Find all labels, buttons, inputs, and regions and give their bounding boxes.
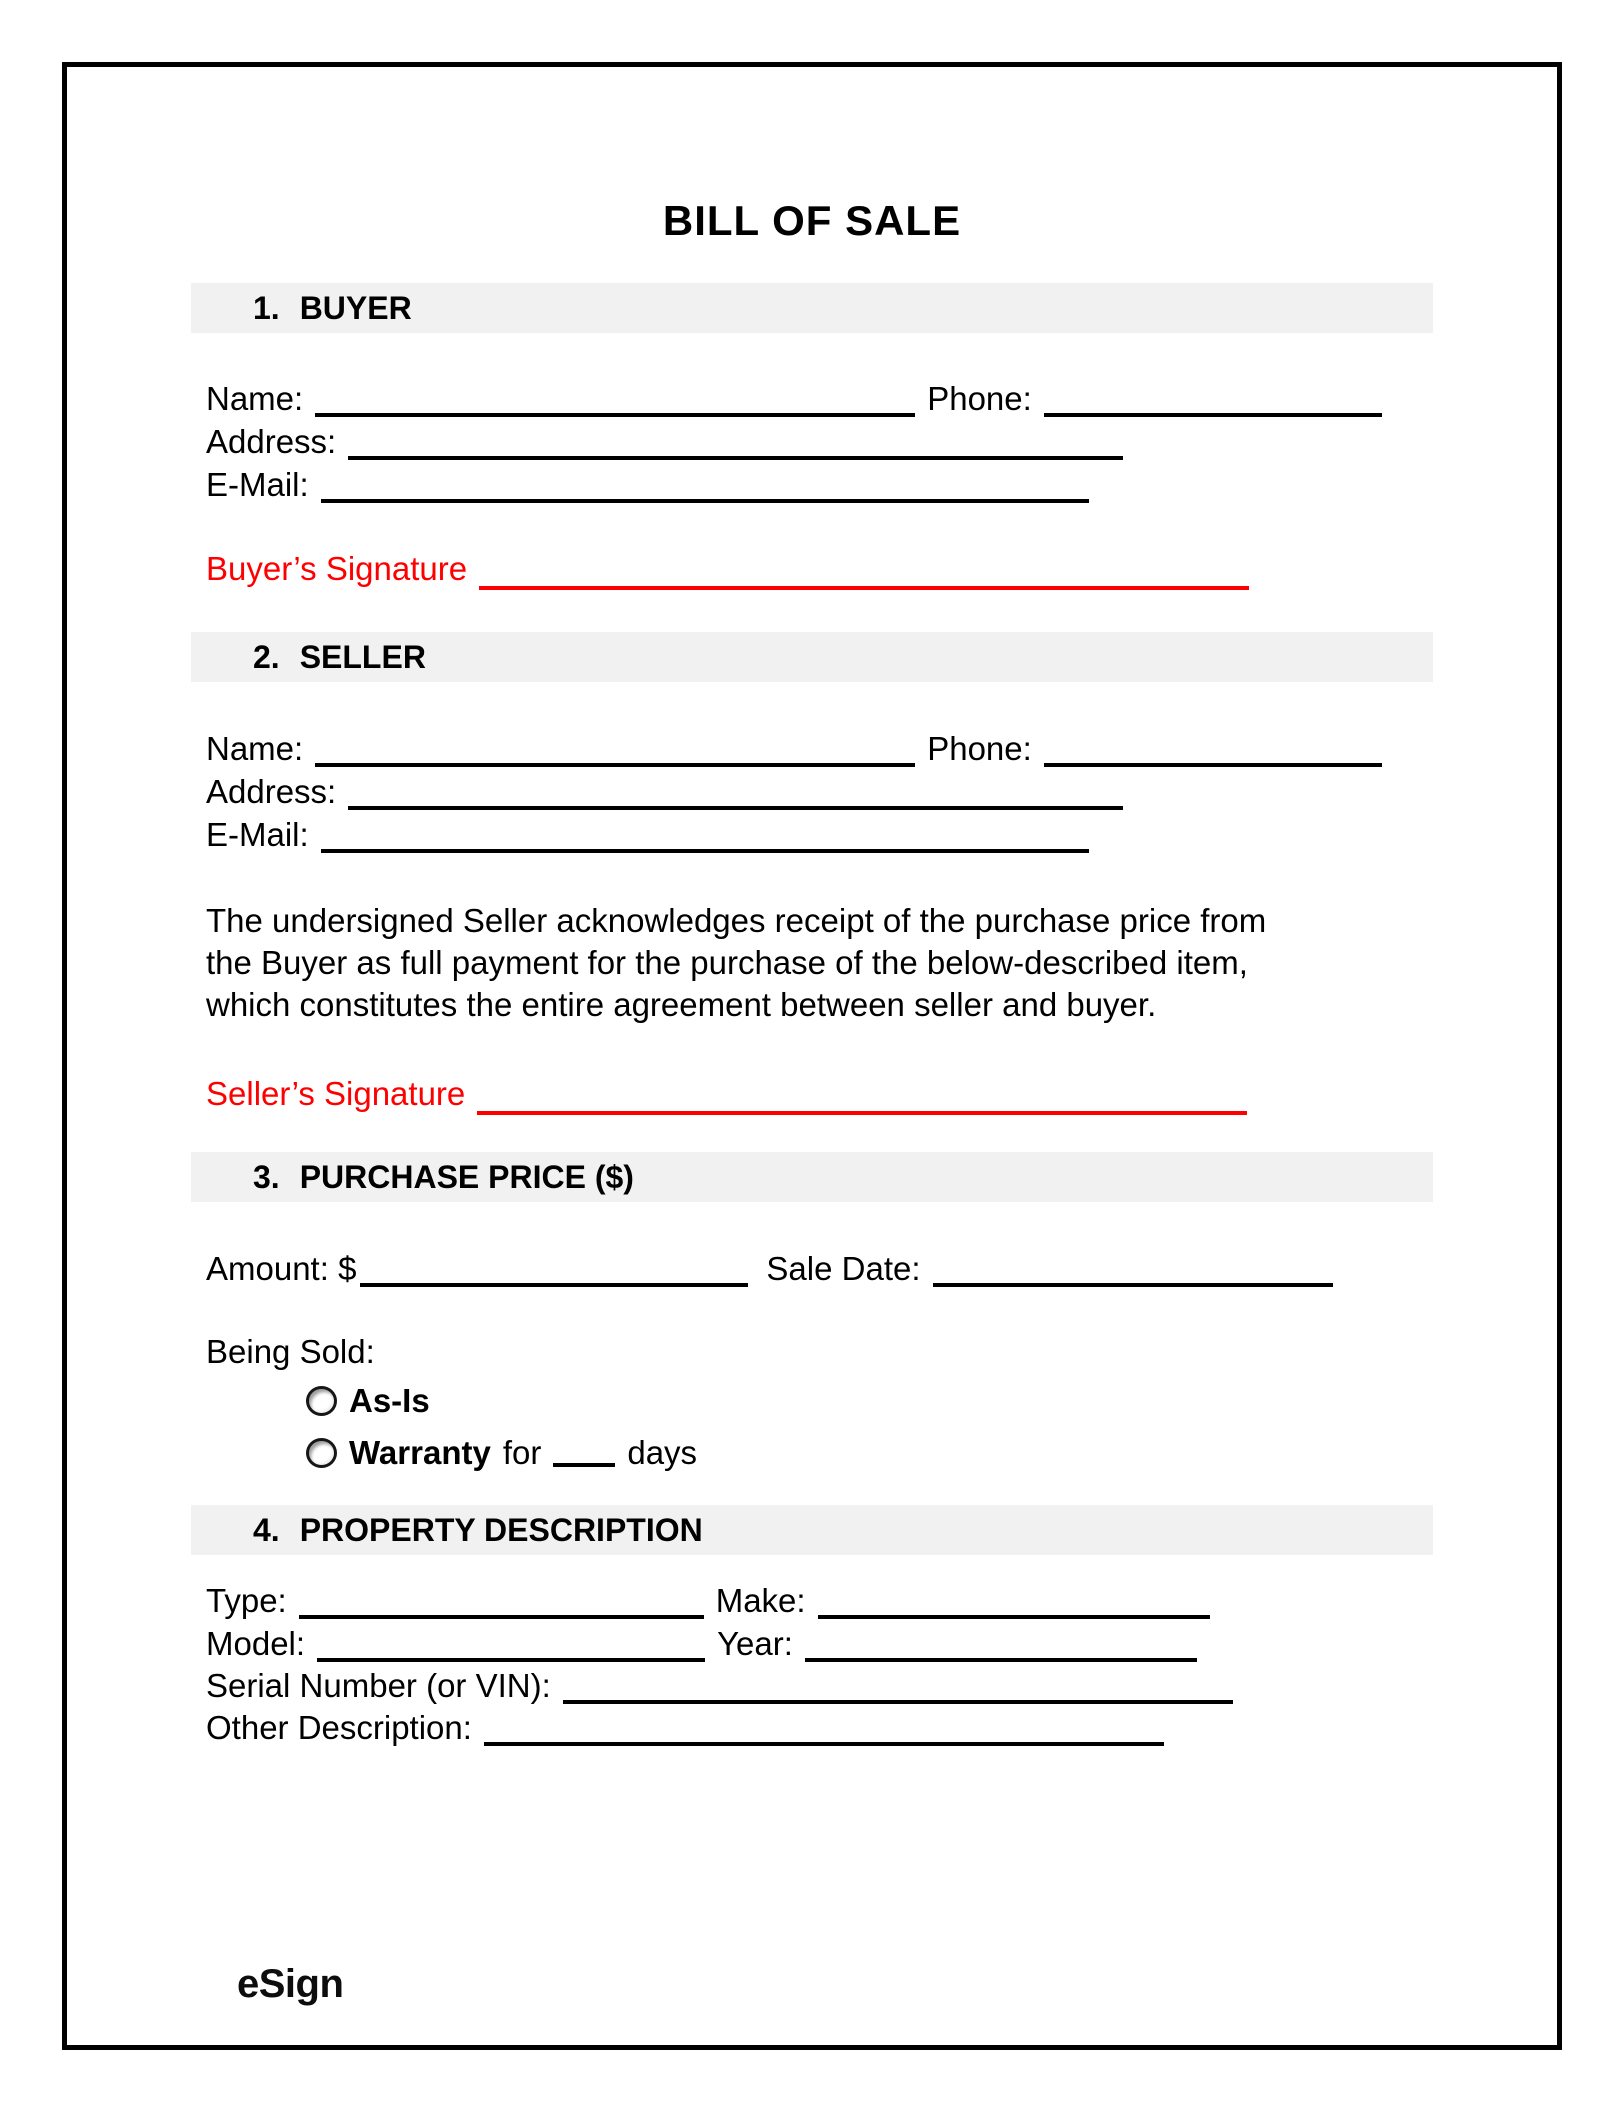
amount-label: Amount: $ (206, 1250, 357, 1287)
amount-input-line[interactable] (360, 1283, 748, 1287)
other-description-input-line[interactable] (484, 1742, 1164, 1746)
buyer-address-label: Address: (206, 423, 337, 460)
buyer-signature-line[interactable] (479, 586, 1249, 590)
seller-phone-label: Phone: (927, 730, 1032, 767)
paragraph-line: the Buyer as full payment for the purchase of the below-described item, (206, 944, 1248, 981)
being-sold-row (206, 1331, 375, 1373)
section-header-property-description (191, 1505, 1433, 1555)
warranty-days-input-line[interactable] (553, 1463, 615, 1467)
year-label: Year: (717, 1625, 793, 1662)
paragraph-line: The undersigned Seller acknowledges receipt of the purchase price from (206, 902, 1267, 939)
seller-name-label: Name: (206, 730, 304, 767)
seller-phone-input-line[interactable] (1044, 763, 1382, 767)
buyer-address-input-line[interactable] (348, 456, 1123, 460)
seller-signature-line[interactable] (477, 1111, 1247, 1115)
buyer-address-row (206, 421, 1123, 463)
make-label: Make: (715, 1582, 806, 1619)
type-label: Type: (206, 1582, 287, 1619)
seller-address-input-line[interactable] (348, 806, 1123, 810)
sale-date-input-line[interactable] (933, 1283, 1333, 1287)
year-input-line[interactable] (805, 1658, 1197, 1662)
as-is-option-label: As-Is (349, 1382, 430, 1419)
seller-name-input-line[interactable] (315, 763, 915, 767)
model-label: Model: (206, 1625, 306, 1662)
buyer-signature-row (206, 548, 1249, 590)
other-description-label: Other Description: (206, 1709, 472, 1746)
seller-signature-row (206, 1073, 1247, 1115)
section-title: PURCHASE PRICE ($) (299, 1158, 634, 1195)
seller-signature-label: Seller’s Signature (206, 1075, 466, 1112)
serial-label: Serial Number (or VIN): (206, 1667, 551, 1704)
seller-email-label: E-Mail: (206, 816, 309, 853)
section-number: 2. (253, 638, 280, 675)
buyer-email-row (206, 464, 1089, 506)
section-header-purchase-price (191, 1152, 1433, 1202)
type-input-line[interactable] (299, 1615, 704, 1619)
section-number: 4. (253, 1511, 280, 1548)
section-number: 1. (253, 289, 280, 326)
buyer-email-label: E-Mail: (206, 466, 309, 503)
seller-name-row (206, 728, 1382, 770)
section-title: PROPERTY DESCRIPTION (299, 1511, 703, 1548)
page-title: BILL OF SALE (662, 197, 962, 244)
sale-date-label: Sale Date: (766, 1250, 921, 1287)
being-sold-label: Being Sold: (206, 1333, 375, 1370)
model-input-line[interactable] (317, 1658, 705, 1662)
seller-email-row (206, 814, 1089, 856)
warranty-for-label: for (502, 1434, 542, 1471)
buyer-name-input-line[interactable] (315, 413, 915, 417)
section-title: SELLER (299, 638, 426, 675)
other-description-row (206, 1707, 1164, 1749)
amount-row (206, 1248, 1333, 1290)
warranty-option-row (306, 1431, 697, 1475)
section-number: 3. (253, 1158, 280, 1195)
warranty-radio[interactable] (306, 1438, 337, 1468)
document-page (62, 62, 1562, 2050)
seller-email-input-line[interactable] (321, 849, 1089, 853)
as-is-option-row (306, 1379, 430, 1423)
buyer-phone-input-line[interactable] (1044, 413, 1382, 417)
buyer-phone-label: Phone: (927, 380, 1032, 417)
model-year-row (206, 1623, 1197, 1665)
type-make-row (206, 1580, 1210, 1622)
serial-row (206, 1665, 1233, 1707)
buyer-email-input-line[interactable] (321, 499, 1089, 503)
section-header-buyer (191, 283, 1433, 333)
seller-address-row (206, 771, 1123, 813)
as-is-radio[interactable] (306, 1386, 337, 1416)
buyer-signature-label: Buyer’s Signature (206, 550, 468, 587)
section-header-seller (191, 632, 1433, 682)
warranty-days-label: days (627, 1434, 698, 1471)
serial-input-line[interactable] (563, 1700, 1233, 1704)
buyer-name-label: Name: (206, 380, 304, 417)
seller-address-label: Address: (206, 773, 337, 810)
make-input-line[interactable] (818, 1615, 1210, 1619)
buyer-name-row (206, 378, 1382, 420)
brand-logo: eSign (237, 1962, 344, 2006)
warranty-option-label: Warranty (349, 1434, 491, 1471)
seller-acknowledgement-paragraph (206, 900, 1266, 1026)
paragraph-line: which constitutes the entire agreement between seller and buyer. (206, 986, 1157, 1023)
section-title: BUYER (299, 289, 412, 326)
